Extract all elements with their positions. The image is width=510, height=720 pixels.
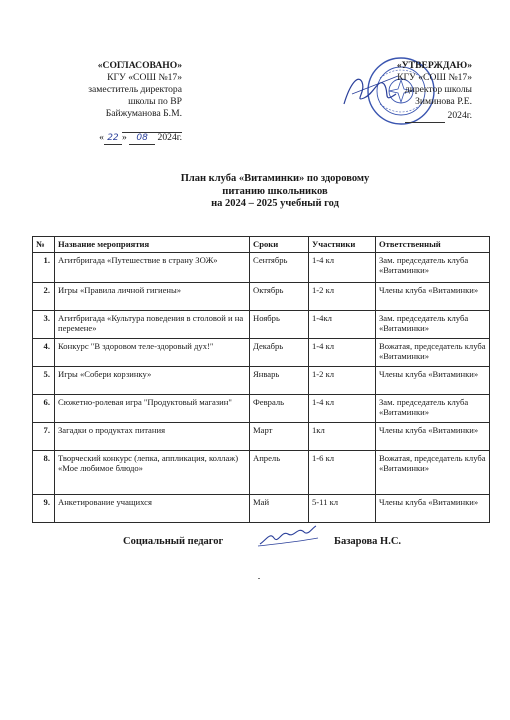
event-month: Сентябрь [250,252,309,282]
approval-date-left: « 22 » 08 2024г. [99,132,182,143]
event-name: Агитбригада «Культура поведения в столовой и на перемене» [55,310,250,338]
table-row [33,366,490,394]
header-responsible: Ответственный [376,237,490,253]
event-participants: 1-6 кл [309,450,376,494]
event-month: Март [250,422,309,450]
table-row [33,310,490,338]
approval-org-right: КГУ «СОШ №17» [397,72,472,83]
plan-table [32,236,490,523]
event-month: Октябрь [250,282,309,310]
approval-position-left-1: заместитель директора [88,84,182,95]
row-number: 8. [33,450,55,494]
event-month: Январь [250,366,309,394]
row-number: 6. [33,394,55,422]
event-participants: 1-4 кл [309,252,376,282]
table-row [33,494,490,522]
table-row [33,252,490,282]
event-name: Конкурс "В здоровом теле-здоровый дух!" [55,338,250,366]
document-title [0,173,510,211]
event-responsible: Члены клуба «Витаминки» [376,366,490,394]
approval-signature-line-left [62,120,182,132]
date-year-right: 2024г. [447,110,472,121]
header-participants: Участники [309,237,376,253]
approval-person-left: Байжуманова Б.М. [105,108,182,119]
event-month: Май [250,494,309,522]
row-number: 5. [33,366,55,394]
event-name: Творческий конкурс (лепка, аппликация, коллаж) «Мое любимое блюдо» [55,450,250,494]
event-responsible: Члены клуба «Витаминки» [376,494,490,522]
event-participants: 1-2 кл [309,282,376,310]
event-participants: 1-4 кл [309,338,376,366]
table-row [33,394,490,422]
title-line-3: на 2024 – 2025 учебный год [211,198,339,209]
row-number: 9. [33,494,55,522]
approval-block-right [380,60,472,123]
event-responsible: Вожатая, председатель клуба «Витаминки» [376,450,490,494]
header-dates: Сроки [250,237,309,253]
event-name: Игры «Собери корзинку» [55,366,250,394]
approval-heading-right: «УТВЕРЖДАЮ» [396,60,472,71]
table-header-row [33,237,490,253]
date-year-left: 2024г. [157,132,182,143]
table-row [33,422,490,450]
event-month: Ноябрь [250,310,309,338]
event-month: Февраль [250,394,309,422]
footer-role: Социальный педагог [123,536,224,547]
event-responsible: Зам. председатель клуба «Витаминки» [376,394,490,422]
event-responsible: Зам. председатель клуба «Витаминки» [376,310,490,338]
footer-name: Базарова Н.С. [334,536,402,547]
event-participants: 1-2 кл [309,366,376,394]
event-month: Декабрь [250,338,309,366]
approval-block-left [62,60,182,145]
event-responsible: Члены клуба «Витаминки» [376,422,490,450]
row-number: 2. [33,282,55,310]
event-month: Апрель [250,450,309,494]
event-name: Загадки о продуктах питания [55,422,250,450]
event-responsible: Члены клуба «Витаминки» [376,282,490,310]
row-number: 3. [33,310,55,338]
table-row [33,450,490,494]
row-number: 7. [33,422,55,450]
title-line-2: питанию школьников [222,185,328,197]
event-name: Анкетирование учащихся [55,494,250,522]
event-participants: 5-11 кл [309,494,376,522]
page-mark [258,578,260,579]
handwritten-signature-left [179,121,182,131]
event-name: Агитбригада «Путешествие в страну ЗОЖ» [55,252,250,282]
event-participants: 1-4кл [309,310,376,338]
event-participants: 1-4 кл [309,394,376,422]
approval-heading-left: «СОГЛАСОВАНО» [97,60,182,71]
handwritten-signature-bottom [256,522,320,552]
title-line-1: План клуба «Витаминки» по здоровому [180,173,370,184]
row-number: 1. [33,252,55,282]
header-number: № [33,237,55,253]
approval-position-right: директор школы [404,84,472,95]
event-responsible: Зам. председатель клуба «Витаминки» [376,252,490,282]
header-event-name: Название мероприятия [55,237,250,253]
approval-date-right [380,110,472,123]
approval-person-right: Зиминова Р.Е. [415,96,472,107]
event-name: Сюжетно-ролевая игра "Продуктовый магазин" [55,394,250,422]
event-name: Игры «Правила личной гигиены» [55,282,250,310]
date-day-left: 22 [104,132,122,145]
approval-org-left: КГУ «СОШ №17» [107,72,182,83]
table-row [33,338,490,366]
table-row [33,282,490,310]
approval-position-left-2: школы по ВР [128,96,182,107]
event-participants: 1кл [309,422,376,450]
row-number: 4. [33,338,55,366]
event-responsible: Вожатая, председатель клуба «Витаминки» [376,338,490,366]
date-month-left: 08 [129,132,155,145]
